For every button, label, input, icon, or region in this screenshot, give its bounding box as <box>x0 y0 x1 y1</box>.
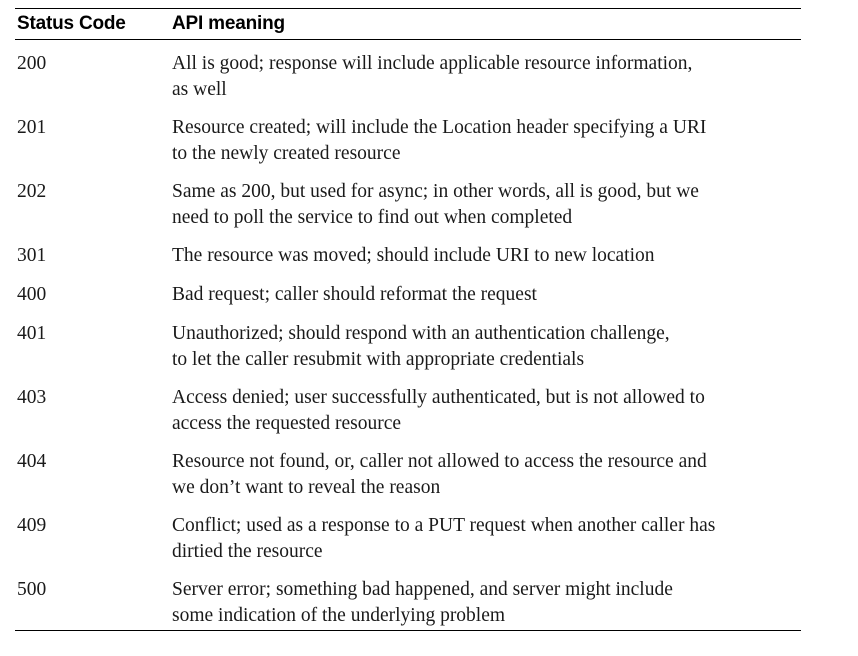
table-bottom-rule <box>15 630 801 631</box>
status-code-cell: 202 <box>17 181 47 202</box>
meaning-cell <box>172 282 801 308</box>
meaning-line: to let the caller resubmit with appropriate credentials <box>172 348 585 370</box>
status-code-cell: 200 <box>17 53 47 74</box>
table-row <box>15 577 801 628</box>
table-row <box>15 449 801 500</box>
meaning-line: Bad request; caller should reformat the request <box>172 284 537 305</box>
meaning-cell <box>172 179 801 230</box>
status-code-cell: 301 <box>17 245 47 266</box>
meaning-cell <box>172 577 801 628</box>
meaning-cell <box>172 449 801 500</box>
meaning-cell <box>172 115 801 166</box>
meaning-line: Conflict; used as a response to a PUT request when another caller has <box>172 515 716 536</box>
meaning-line: to the newly created resource <box>172 142 401 164</box>
meaning-line: as well <box>172 78 227 100</box>
table-body <box>15 40 801 628</box>
meaning-line: dirtied the resource <box>172 540 323 562</box>
table-row <box>15 513 801 564</box>
status-code-cell: 400 <box>17 284 47 305</box>
status-code-table <box>15 8 801 631</box>
meaning-line: Server error; something bad happened, and server might include <box>172 579 673 600</box>
status-code-cell: 500 <box>17 579 47 600</box>
table-header-row <box>15 9 801 39</box>
table-row <box>15 115 801 166</box>
status-code-cell: 201 <box>17 117 47 138</box>
status-code-cell: 401 <box>17 323 47 344</box>
table-row <box>15 282 801 308</box>
meaning-cell <box>172 51 801 102</box>
meaning-line: Access denied; user successfully authenticated, but is not allowed to <box>172 387 705 408</box>
meaning-cell <box>172 385 801 436</box>
table-row <box>15 321 801 372</box>
meaning-cell <box>172 243 801 269</box>
status-code-cell: 403 <box>17 387 47 408</box>
meaning-line: The resource was moved; should include URI to new location <box>172 245 655 266</box>
meaning-line: Same as 200, but used for async; in other words, all is good, but we <box>172 181 699 202</box>
meaning-line: we don’t want to reveal the reason <box>172 476 441 498</box>
meaning-cell <box>172 321 801 372</box>
table-row <box>15 243 801 269</box>
meaning-line: Unauthorized; should respond with an authentication challenge, <box>172 323 670 344</box>
meaning-line: All is good; response will include applicable resource information, <box>172 53 693 74</box>
meaning-line: Resource created; will include the Location header specifying a URI <box>172 117 707 138</box>
header-api-meaning: API meaning <box>172 13 285 34</box>
table-row <box>15 385 801 436</box>
meaning-cell <box>172 513 801 564</box>
meaning-line: Resource not found, or, caller not allowed to access the resource and <box>172 451 707 472</box>
table-row <box>15 179 801 230</box>
status-code-cell: 404 <box>17 451 47 472</box>
meaning-line: access the requested resource <box>172 412 402 434</box>
meaning-line: need to poll the service to find out when completed <box>172 206 573 228</box>
meaning-line: some indication of the underlying problem <box>172 604 506 626</box>
status-code-cell: 409 <box>17 515 47 536</box>
table-row <box>15 51 801 102</box>
header-status-code: Status Code <box>17 13 126 34</box>
